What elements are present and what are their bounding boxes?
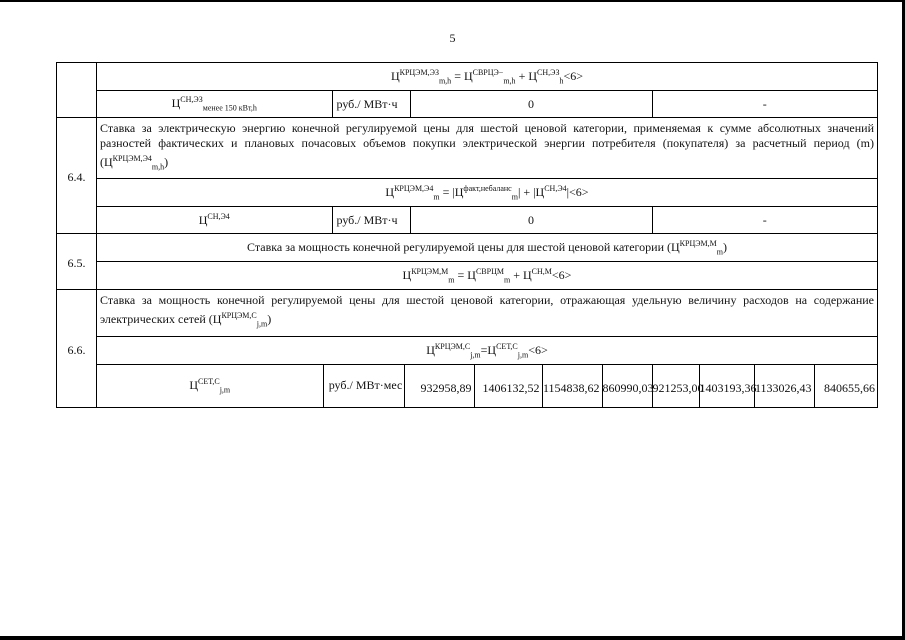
value-cell: 932958,89 xyxy=(404,365,474,407)
table-row xyxy=(57,234,878,262)
value-cell: 840655,66 xyxy=(814,365,877,407)
formula-c: $Ц^{КРЦЭМ,С}_{j,m}=Ц^{СЕТ,С}_{j,m}<6>$ xyxy=(97,336,878,364)
param-unit: руб./ МВт·ч xyxy=(332,91,410,117)
value-cell: 1133026,43 xyxy=(754,365,814,407)
value-cell: 1406132,52 xyxy=(474,365,542,407)
param-unit: руб./ МВт·ч xyxy=(332,207,410,233)
table-row xyxy=(57,118,878,179)
page-frame-bottom xyxy=(0,636,905,640)
row-description: Ставка за мощность конечной регулируемой цены для шестой ценовой категории $(Ц^{КРЦЭМ,М}_m)$ xyxy=(97,234,878,262)
value-cell: 921253,00 xyxy=(652,365,699,407)
row-number: 6.4. xyxy=(57,118,97,234)
row-number: 6.5. xyxy=(57,234,97,290)
value-cell: 1403193,36 xyxy=(699,365,754,407)
formula-e4: $Ц^{КРЦЭМ,Э4}_m = |Ц^{факт,небаланс}_m| + |Ц^{СН,Э4}|<6>$ xyxy=(97,179,878,207)
formula-ezz: $Ц^{КРЦЭМ,ЭЗ}_{m,h} = Ц^{СВРЦЭ-}_{m,h} + Ц^{СН,ЭЗ}_h<6>$ xyxy=(97,63,878,91)
param-symbol: $Ц^{СН,ЭЗ}_{менее 150 кВт,h}$ xyxy=(97,91,332,117)
formula-m: $Ц^{КРЦЭМ,М}_m = Ц^{СВРЦМ}_m + Ц^{СН,М}<6>$ xyxy=(97,262,878,290)
param-symbol: $Ц^{СН,Э4}$ xyxy=(97,207,332,233)
row-number: 6.6. xyxy=(57,290,97,407)
param-symbol: $Ц^{СЕТ,С}_{j,m}$ xyxy=(97,365,323,407)
table-row xyxy=(57,290,878,336)
table-row xyxy=(57,364,878,407)
row-description: Ставка за мощность конечной регулируемой цены для шестой ценовой категории, отражающая удельную величину расходов на содержание электрических сетей $(Ц^{КРЦЭМ,С}_{j,m})$ xyxy=(97,290,878,336)
param-extra: - xyxy=(652,91,877,117)
row-description: Ставка за электрическую энергию конечной регулируемой цены для шестой ценовой категории, применяемая к сумме абсолютных значений разностей фактических и плановых почасовых объемов покупки электрической энергии потребителя (покупателя) за расчетный период (m) $(Ц^{КРЦЭМ,Э4}_{m,h})$ xyxy=(97,118,878,179)
value-cell: 1154838,62 xyxy=(542,365,602,407)
table-row xyxy=(57,262,878,290)
table-row xyxy=(57,91,878,118)
table-row xyxy=(57,336,878,364)
page-frame-top xyxy=(0,0,905,2)
param-value: 0 xyxy=(410,91,652,117)
param-value: 0 xyxy=(410,207,652,233)
table-row xyxy=(57,207,878,234)
table-row xyxy=(57,63,878,91)
value-cell: 860990,03 xyxy=(602,365,652,407)
table-row xyxy=(57,179,878,207)
param-unit: руб./ МВт·мес xyxy=(323,365,404,407)
tariff-table xyxy=(56,62,878,408)
page-number: 5 xyxy=(449,31,456,45)
param-extra: - xyxy=(652,207,877,233)
